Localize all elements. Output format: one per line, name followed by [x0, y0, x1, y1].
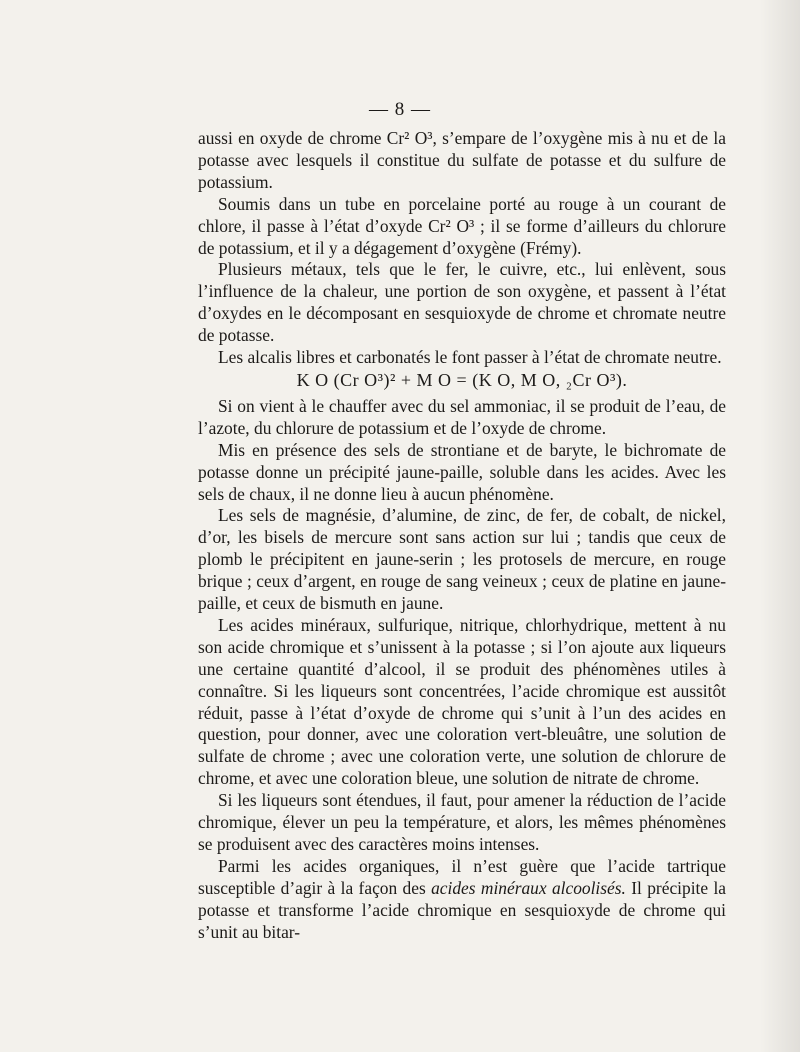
body-text [198, 128, 726, 944]
paragraph-text: Il précipite la potasse et transforme l’acide chromique en sesquioxyde de chrome qui s’unit au bitar- [198, 877, 726, 942]
paragraph: Si les liqueurs sont étendues, il faut, pour amener la réduction de l’acide chromique, élever un peu la température, et alors, les mêmes phénomènes se produisent avec des caractères moins intenses. [198, 790, 726, 854]
paragraph: Soumis dans un tube en porcelaine porté au rouge à un courant de chlore, il passe à l’état d’oxyde Cr² O³ ; il se forme d’ailleurs du chlorure de potassium, et il y a dégagement d’oxygène (Frémy). [198, 193, 726, 258]
paragraph-last [198, 856, 726, 944]
paragraph: Les alcalis libres et carbonatés le font passer à l’état de chromate neutre. [218, 347, 722, 368]
chemical-equation: K O (Cr O³)² + M O = (K O, M O, ₂Cr O³). [296, 369, 628, 390]
page-edge-shadow [760, 0, 800, 1052]
paragraph: Si on vient à le chauffer avec du sel ammoniac, il se produit de l’eau, de l’azote, du chlorure de potassium et de l’oxyde de chrome. [198, 395, 726, 438]
paragraph: Mis en présence des sels de strontiane et de baryte, le bichromate de potasse donne un précipité jaune-paille, soluble dans les acides. Avec les sels de chaux, il ne donne lieu à aucun phénomène. [198, 439, 726, 504]
paragraph: Les sels de magnésie, d’alumine, de zinc, de fer, de cobalt, de nickel, d’or, les bisels de mercure sont sans action sur lui ; tandis que ceux de plomb le précipitent en jaune-serin ; les protosels de mercure, en rouge brique ; ceux d’argent, en rouge de sang veineux ; ceux de platine en jaune-paille, et ceux de bismuth en jaune. [198, 505, 726, 614]
paragraph-text: Parmi les acides organiques, il n’est guère que l’acide tartrique susceptible d’agir à la façon des [198, 855, 726, 898]
paragraph: Les acides minéraux, sulfurique, nitrique, chlorhydrique, mettent à nu son acide chromique et s’unissent à la potasse ; si l’on ajoute aux liqueurs une certaine quantité d’alcool, il se produit des phénomènes utiles à connaître. Si les liqueurs sont concentrées, l’acide chromique est aussitôt réduit, passe à l’état d’oxyde de chrome qui s’unit à l’un des acides en question, pour donner, avec une coloration vert-bleuâtre, une solution de sulfate de chrome ; avec une coloration verte, une solution de chlorure de chrome, et avec une coloration bleue, une solution de nitrate de chrome. [198, 614, 726, 789]
italic-term: acides minéraux alcoolisés. [431, 877, 626, 898]
paragraph: Plusieurs métaux, tels que le fer, le cuivre, etc., lui enlèvent, sous l’influence de la chaleur, une portion de son oxygène, et passent à l’état d’oxydes en le décomposant en sesquioxyde de chrome et chromate neutre de potasse. [198, 259, 726, 346]
paragraph: aussi en oxyde de chrome Cr² O³, s’empare de l’oxygène mis à nu et de la potasse avec lesquels il constitue du sulfate de potasse et du sulfure de potassium. [198, 128, 726, 192]
page-number: — 8 — [369, 99, 431, 120]
